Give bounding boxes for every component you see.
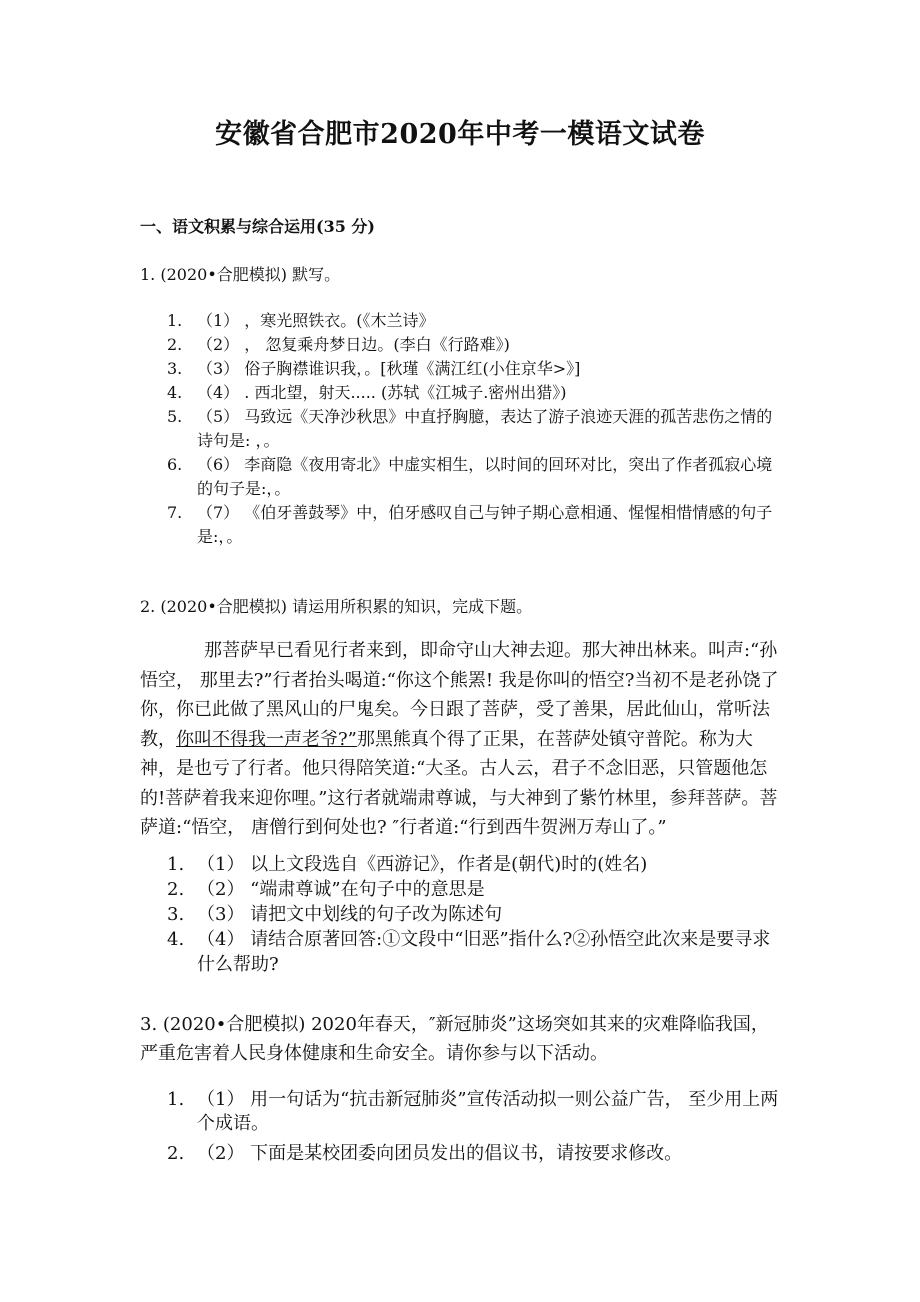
list-item xyxy=(167,501,787,549)
list-item xyxy=(167,1088,787,1136)
item-number: 5. xyxy=(167,407,183,426)
item-text: （3） 请把文中划线的句子改为陈述句 xyxy=(197,904,503,925)
item-number: 1. xyxy=(167,1089,185,1110)
item-number: 6. xyxy=(167,455,183,474)
underlined-sentence: 你叫不得我一声老爷?” xyxy=(176,728,357,750)
item-number: 4. xyxy=(167,929,185,950)
item-number: 2. xyxy=(167,335,183,354)
passage-text: 那黑熊真个得了正果，在菩萨处镇守普陀。称为大神，是也亏了行者。他只得陪笑道:“大圣。古人云，君子不念旧恶，只管题他怎的!菩萨着我来迎你哩。”这行者就端肃尊诚，与大神到了紫竹林里，参拜菩萨。菩萨道:“悟空， 唐僧行到何处也? ″行者道:“行到西牛贺洲万寿山了。” xyxy=(140,728,778,838)
item-number: 2. xyxy=(167,1143,185,1164)
item-text: （4） . 西北望，射天..... (苏轼《江城子.密州出猎》) xyxy=(197,383,567,402)
list-item xyxy=(167,902,787,927)
list-item xyxy=(167,357,787,381)
list-item xyxy=(167,381,787,405)
item-text: （1） 用一句话为“抗击新冠肺炎”宣传活动拟一则公益广告， 至少用上两个成语。 xyxy=(197,1089,779,1134)
question-1-items xyxy=(167,309,787,549)
question-1-intro: 1. (2020•合肥模拟) 默写。 xyxy=(140,265,341,284)
list-item xyxy=(167,453,787,501)
item-number: 1. xyxy=(167,854,185,875)
question-3-items xyxy=(167,1088,787,1166)
question-3-intro: 3. (2020•合肥模拟) 2020年春天，″新冠肺炎”这场突如其来的灾难降临我国，严重危害着人民身体健康和生命安全。请你参与以下活动。 xyxy=(140,1014,769,1064)
item-text: （2） 下面是某校团委向团员发出的倡议书，请按要求修改。 xyxy=(197,1143,683,1164)
list-item xyxy=(167,927,787,977)
section-heading: 一、语文积累与综合运用(35 分) xyxy=(140,217,375,236)
item-text: （4） 请结合原著回答:①文段中“旧恶”指什么?②孙悟空此次来是要寻求什么帮助? xyxy=(197,929,771,975)
list-item xyxy=(167,405,787,453)
page-title: 安徽省合肥市2020年中考一模语文试卷 xyxy=(215,119,705,150)
item-text: （3） 俗子胸襟谁识我，。[秋瑾《满江红(小住京华>》] xyxy=(197,359,581,378)
question-2-items xyxy=(167,852,787,977)
item-text: （5） 马致远《天净沙秋思》中直抒胸臆，表达了游子浪迹天涯的孤苦悲伤之情的诗句是: ，。 xyxy=(197,407,773,450)
passage-paragraph xyxy=(140,636,780,843)
item-number: 2. xyxy=(167,879,185,900)
list-item xyxy=(167,333,787,357)
reading-passage xyxy=(140,636,780,843)
item-number: 3. xyxy=(167,904,185,925)
item-text: （2） “端肃尊诚”在句子中的意思是 xyxy=(197,879,485,900)
item-text: （1） ，寒光照铁衣。(《木兰诗》 xyxy=(197,311,435,330)
item-text: （6） 李商隐《夜用寄北》中虚实相生，以时间的回环对比，突出了作者孤寂心境的句子是:，。 xyxy=(197,455,773,498)
list-item xyxy=(167,1142,787,1166)
item-text: （1） 以上文段选自《西游记》，作者是(朝代)时的(姓名) xyxy=(197,854,648,875)
passage-text: 那菩萨早已看见行者来到，即命守山大神去迎。那大神出林来。叫声:“孙悟空， 那里去?”行者抬头喝道:“你这个熊罴! 我是你叫的悟空?当初不是老孙饶了你，你已此做了黑风山的尸鬼矣。今日跟了菩萨，受了善果，居此仙山，常听法教， xyxy=(140,640,779,750)
item-number: 1. xyxy=(167,311,183,330)
list-item xyxy=(167,309,787,333)
list-item xyxy=(167,852,787,877)
item-text: （2） ， 忽复乘舟梦日边。(李白《行路难》) xyxy=(197,335,510,354)
item-number: 7. xyxy=(167,503,183,522)
item-number: 4. xyxy=(167,383,183,402)
list-item xyxy=(167,877,787,902)
item-text: （7） 《伯牙善鼓琴》中，伯牙感叹自己与钟子期心意相通、惺惺相惜情感的句子是:，。 xyxy=(197,503,773,546)
question-2-intro: 2. (2020•合肥模拟) 请运用所积累的知识，完成下题。 xyxy=(140,597,533,616)
item-number: 3. xyxy=(167,359,183,378)
